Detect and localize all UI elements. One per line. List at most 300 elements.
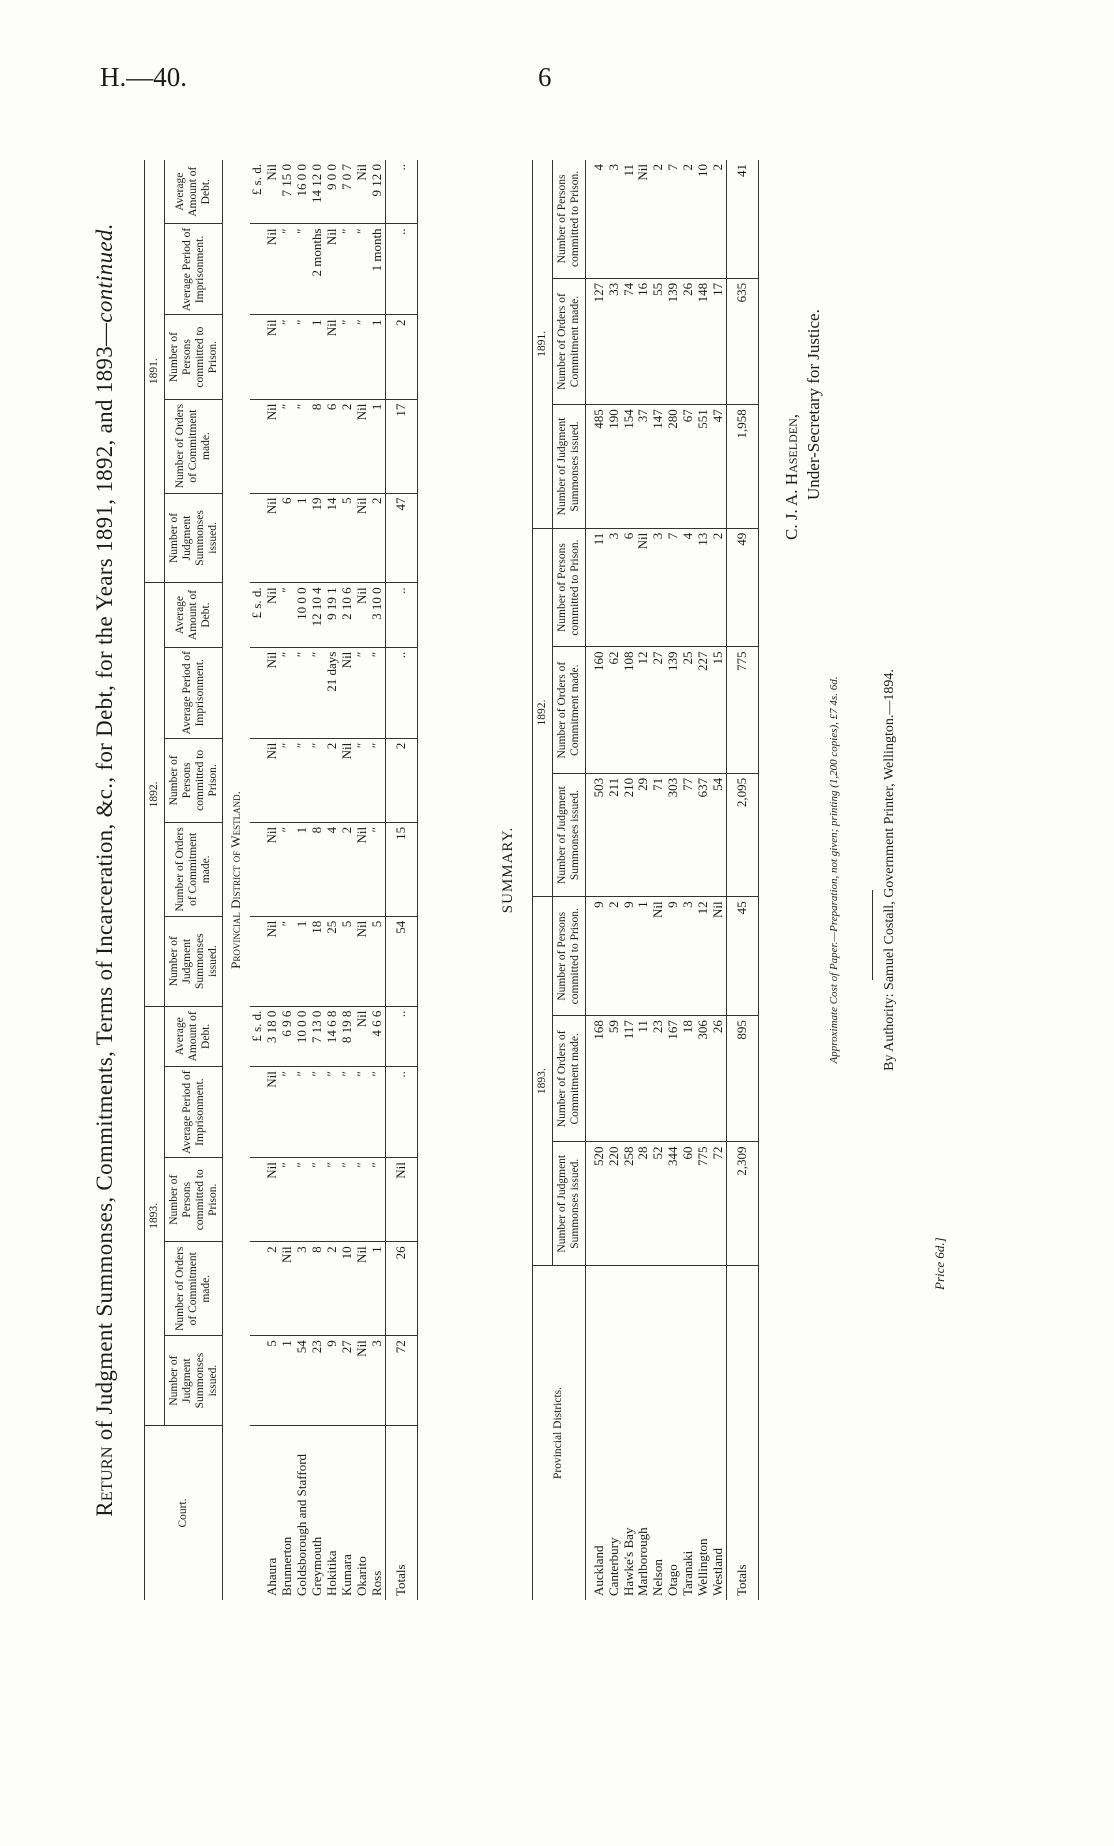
totals-cell: .. bbox=[385, 224, 417, 315]
column-header: Average Period of Imprisonment. bbox=[164, 647, 223, 738]
table-cell: ″ bbox=[355, 1067, 370, 1158]
table-cell: 7 15 0 bbox=[280, 160, 295, 224]
table-cell: 7 0 7 bbox=[340, 160, 355, 224]
column-header: Number of Persons committed to Prison. bbox=[552, 897, 585, 1016]
court-header: Court. bbox=[145, 1426, 223, 1601]
blank-cell bbox=[250, 822, 265, 916]
blank-cell bbox=[250, 1336, 265, 1426]
column-header: Average Period of Imprisonment. bbox=[164, 1067, 223, 1158]
totals-cell: .. bbox=[385, 1006, 417, 1067]
table-cell: 520 bbox=[585, 1142, 606, 1266]
title-lead: Return bbox=[92, 1446, 117, 1517]
table-row bbox=[295, 160, 310, 1600]
table-cell: 18 bbox=[310, 916, 325, 1006]
column-header: Average Amount of Debt. bbox=[164, 160, 223, 224]
table-cell: 8 bbox=[310, 1242, 325, 1336]
table-cell: 5 bbox=[370, 916, 385, 1006]
totals-cell: 635 bbox=[727, 278, 759, 404]
totals-cell: 2 bbox=[385, 315, 417, 399]
table-cell: ″ bbox=[340, 315, 355, 399]
year-header: 1891. bbox=[533, 160, 553, 528]
totals-row bbox=[727, 160, 759, 1600]
column-header: Number of Orders of Commitment made. bbox=[552, 1016, 585, 1142]
table-cell: 23 bbox=[310, 1336, 325, 1426]
table-cell: 4 bbox=[325, 822, 340, 916]
table-cell: 72 bbox=[711, 1142, 726, 1266]
column-header: Number of Judgment Summonses issued. bbox=[552, 1142, 585, 1266]
totals-cell: .. bbox=[385, 583, 417, 647]
table-row bbox=[681, 160, 696, 1600]
district-name: Marlborough bbox=[635, 1527, 651, 1596]
table-cell: ″ bbox=[370, 822, 385, 916]
table-cell: 3 18 0 bbox=[265, 1006, 280, 1067]
table-cell: ″ bbox=[310, 738, 325, 822]
table-cell: Nil bbox=[651, 897, 666, 1016]
table-cell: 74 bbox=[622, 278, 637, 404]
table-cell: 13 bbox=[696, 528, 711, 647]
year-header: 1893. bbox=[533, 897, 553, 1266]
table-cell: 7 13 0 bbox=[310, 1006, 325, 1067]
table-cell: 2 bbox=[711, 160, 726, 278]
table-cell: 25 bbox=[681, 647, 696, 773]
table-cell: 1 month bbox=[370, 224, 385, 315]
table-cell: ″ bbox=[295, 738, 310, 822]
table-cell: ″ bbox=[325, 1067, 340, 1158]
totals-label: Totals bbox=[727, 1266, 759, 1601]
table-cell: Nil bbox=[265, 738, 280, 822]
table-cell: ″ bbox=[370, 1158, 385, 1242]
column-header: Number of Orders of Commitment made. bbox=[164, 822, 223, 916]
table-cell: 59 bbox=[607, 1016, 622, 1142]
blank-cell bbox=[250, 399, 265, 493]
table-cell: 12 bbox=[696, 897, 711, 1016]
table-cell: 139 bbox=[666, 647, 681, 773]
table-cell: 8 bbox=[310, 399, 325, 493]
district-name: Nelson bbox=[650, 1559, 666, 1596]
table-row bbox=[340, 160, 355, 1600]
table-cell: 21 days bbox=[325, 647, 340, 738]
blank-cell bbox=[250, 916, 265, 1006]
blank-cell bbox=[250, 1067, 265, 1158]
table-cell: ″ bbox=[280, 647, 295, 738]
table-cell: Nil bbox=[355, 916, 370, 1006]
table-row bbox=[622, 160, 637, 1600]
table-cell: Nil bbox=[355, 822, 370, 916]
table-cell: 1 bbox=[370, 315, 385, 399]
table-cell: 10 0 0 bbox=[295, 583, 310, 647]
court-name: Okarito bbox=[353, 1556, 369, 1596]
table-cell: ″ bbox=[295, 315, 310, 399]
column-header: Average Period of Imprisonment. bbox=[164, 224, 223, 315]
table-cell: ″ bbox=[310, 647, 325, 738]
westland-courts-table bbox=[144, 160, 418, 1600]
table-cell: 2 bbox=[681, 160, 696, 278]
table-cell: ″ bbox=[355, 224, 370, 315]
table-cell: 15 bbox=[711, 647, 726, 773]
table-cell: ″ bbox=[295, 1158, 310, 1242]
table-cell: 7 bbox=[666, 528, 681, 647]
table-cell: ″ bbox=[370, 1067, 385, 1158]
table-cell: 60 bbox=[681, 1142, 696, 1266]
table-cell: 26 bbox=[711, 1016, 726, 1142]
table-cell: 5 bbox=[340, 493, 355, 583]
money-units-label: £ s. d. bbox=[250, 1006, 265, 1067]
blank-cell bbox=[250, 1426, 265, 1601]
table-cell: 14 12 0 bbox=[310, 160, 325, 224]
table-row bbox=[666, 160, 681, 1600]
table-cell: Nil bbox=[636, 160, 651, 278]
table-cell: 168 bbox=[585, 1016, 606, 1142]
totals-cell: 895 bbox=[727, 1016, 759, 1142]
title-continued: continued. bbox=[92, 223, 117, 323]
table-cell: 10 0 0 bbox=[295, 1006, 310, 1067]
price-note: Price 6d.] bbox=[932, 1237, 947, 1290]
table-cell: 55 bbox=[651, 278, 666, 404]
table-cell: 47 bbox=[711, 405, 726, 529]
table-cell: 14 6 8 bbox=[325, 1006, 340, 1067]
table-cell: 17 bbox=[711, 278, 726, 404]
table-cell: 2 bbox=[340, 822, 355, 916]
column-header: Number of Orders of Commitment made. bbox=[164, 399, 223, 493]
table-cell: ″ bbox=[340, 224, 355, 315]
table-cell: 227 bbox=[696, 647, 711, 773]
table-cell: 210 bbox=[622, 773, 637, 897]
table-cell: Nil bbox=[265, 1067, 280, 1158]
district-name: Auckland bbox=[590, 1545, 606, 1596]
table-cell: Nil bbox=[325, 315, 340, 399]
table-cell: ″ bbox=[280, 399, 295, 493]
table-row bbox=[355, 160, 370, 1600]
table-cell: ″ bbox=[355, 1158, 370, 1242]
table-cell: ″ bbox=[280, 224, 295, 315]
table-cell: Nil bbox=[340, 738, 355, 822]
totals-cell: 49 bbox=[727, 528, 759, 647]
totals-cell: 41 bbox=[727, 160, 759, 278]
blank-cell bbox=[250, 315, 265, 399]
table-cell: 3 bbox=[651, 528, 666, 647]
court-name: Brunnerton bbox=[279, 1536, 295, 1596]
summary-title: SUMMARY. bbox=[500, 826, 516, 914]
table-cell: 27 bbox=[651, 647, 666, 773]
table-cell: 29 bbox=[636, 773, 651, 897]
table-cell: 3 bbox=[607, 160, 622, 278]
blank-cell bbox=[250, 1158, 265, 1242]
court-name: Greymouth bbox=[309, 1536, 325, 1596]
table-cell: 1 bbox=[310, 315, 325, 399]
table-cell: Nil bbox=[265, 822, 280, 916]
table-cell: 9 19 1 bbox=[325, 583, 340, 647]
printer-authority: By Authority: Samuel Costall, Government Printer, Wellington.—1894. bbox=[882, 669, 897, 1071]
table-cell: ″ bbox=[280, 916, 295, 1006]
court-name: Goldsborough and Stafford bbox=[294, 1453, 310, 1596]
table-cell: 8 19 8 bbox=[340, 1006, 355, 1067]
totals-cell: 45 bbox=[727, 897, 759, 1016]
table-row bbox=[607, 160, 622, 1600]
table-row bbox=[325, 160, 340, 1600]
table-row bbox=[711, 160, 726, 1600]
table-cell: 2 bbox=[711, 528, 726, 647]
money-units-label: £ s. d. bbox=[250, 583, 265, 647]
table-cell: 19 bbox=[310, 493, 325, 583]
title-text: of Judgment Summonses, Commitments, Terms of Incarceration, &c., for Debt, for the Years 1891, 1892, and 1893— bbox=[92, 322, 117, 1447]
blank-cell bbox=[250, 1242, 265, 1336]
table-cell: 77 bbox=[681, 773, 696, 897]
table-cell: ″ bbox=[325, 1158, 340, 1242]
table-cell: 160 bbox=[585, 647, 606, 773]
table-cell: 54 bbox=[711, 773, 726, 897]
table-cell: 775 bbox=[696, 1142, 711, 1266]
table-cell: Nil bbox=[325, 224, 340, 315]
table-cell: Nil bbox=[355, 1242, 370, 1336]
table-cell: ″ bbox=[295, 1067, 310, 1158]
district-header: Provincial Districts. bbox=[533, 1266, 586, 1601]
cost-note: Approximate Cost of Paper.—Preparation, not given; printing (1,200 copies), £7 4s. 6d. bbox=[828, 676, 840, 1064]
table-cell: 2 bbox=[651, 160, 666, 278]
table-cell: 28 bbox=[636, 1142, 651, 1266]
table-cell: 25 bbox=[325, 916, 340, 1006]
table-cell: 52 bbox=[651, 1142, 666, 1266]
district-name: Taranaki bbox=[680, 1550, 696, 1596]
table-cell: 54 bbox=[295, 1336, 310, 1426]
table-cell: 6 bbox=[622, 528, 637, 647]
table-cell: ″ bbox=[280, 315, 295, 399]
totals-cell: 2 bbox=[385, 738, 417, 822]
table-row bbox=[370, 160, 385, 1600]
column-header: Number of Judgment Summonses issued. bbox=[164, 1336, 223, 1426]
signatory-title: Under-Secretary for Justice. bbox=[804, 309, 823, 500]
table-cell: ″ bbox=[295, 399, 310, 493]
district-name: Otago bbox=[665, 1564, 681, 1596]
totals-cell: 47 bbox=[385, 493, 417, 583]
table-cell: 27 bbox=[340, 1336, 355, 1426]
table-row bbox=[651, 160, 666, 1600]
table-cell: ″ bbox=[280, 822, 295, 916]
column-header: Number of Judgment Summonses issued. bbox=[552, 773, 585, 897]
blank-cell bbox=[250, 647, 265, 738]
court-name: Kumara bbox=[338, 1554, 354, 1596]
column-header: Average Amount of Debt. bbox=[164, 583, 223, 647]
money-units-label: £ s. d. bbox=[250, 160, 265, 224]
column-header: Number of Persons committed to Prison. bbox=[552, 528, 585, 647]
table-cell: 18 bbox=[681, 1016, 696, 1142]
totals-cell: .. bbox=[385, 160, 417, 224]
table-row bbox=[265, 160, 280, 1600]
table-cell: 2 10 6 bbox=[340, 583, 355, 647]
blank-cell bbox=[250, 738, 265, 822]
page-number: 6 bbox=[538, 62, 552, 92]
court-name: Ahaura bbox=[264, 1557, 280, 1596]
table-cell: 2 bbox=[265, 1242, 280, 1336]
table-cell: 11 bbox=[585, 528, 606, 647]
table-cell: 1 bbox=[636, 897, 651, 1016]
column-header: Number of Orders of Commitment made. bbox=[164, 1242, 223, 1336]
table-cell: ″ bbox=[280, 1158, 295, 1242]
table-cell: ″ bbox=[280, 738, 295, 822]
table-cell: ″ bbox=[280, 583, 295, 647]
table-cell: 11 bbox=[622, 160, 637, 278]
table-cell: Nil bbox=[265, 315, 280, 399]
table-cell: 167 bbox=[666, 1016, 681, 1142]
table-cell: Nil bbox=[355, 399, 370, 493]
table-cell: 16 bbox=[636, 278, 651, 404]
report-code: H.—40. bbox=[100, 62, 187, 92]
table-cell: 3 bbox=[295, 1242, 310, 1336]
table-cell: 1 bbox=[370, 1242, 385, 1336]
column-header: Number of Judgment Summonses issued. bbox=[552, 405, 585, 529]
table-cell: Nil bbox=[265, 647, 280, 738]
table-cell: 6 bbox=[325, 399, 340, 493]
table-cell: 16 0 0 bbox=[295, 160, 310, 224]
year-header: 1893. bbox=[145, 1006, 165, 1425]
district-name: Westland bbox=[710, 1547, 726, 1596]
table-cell: 4 bbox=[681, 528, 696, 647]
table-cell: 23 bbox=[651, 1016, 666, 1142]
table-cell: ″ bbox=[295, 647, 310, 738]
totals-cell: .. bbox=[385, 647, 417, 738]
table-cell: 108 bbox=[622, 647, 637, 773]
table-cell: ″ bbox=[310, 1158, 325, 1242]
signatory-name: C. J. A. Haselden, bbox=[782, 414, 801, 540]
table-cell: 1 bbox=[280, 1336, 295, 1426]
totals-cell: 2,095 bbox=[727, 773, 759, 897]
table-cell: 4 6 6 bbox=[370, 1006, 385, 1067]
table-cell: 3 10 0 bbox=[370, 583, 385, 647]
table-cell: ″ bbox=[310, 1067, 325, 1158]
table-cell: 11 bbox=[636, 1016, 651, 1142]
table-cell: 9 bbox=[666, 897, 681, 1016]
table-cell: 117 bbox=[622, 1016, 637, 1142]
table-cell: 9 bbox=[585, 897, 606, 1016]
table-cell: 4 bbox=[585, 160, 606, 278]
table-cell: 280 bbox=[666, 405, 681, 529]
table-cell: 9 12 0 bbox=[370, 160, 385, 224]
table-cell: 14 bbox=[325, 493, 340, 583]
table-cell: ″ bbox=[280, 1067, 295, 1158]
court-name: Hokitika bbox=[324, 1550, 339, 1596]
table-cell: 344 bbox=[666, 1142, 681, 1266]
blank-cell bbox=[250, 493, 265, 583]
table-cell: Nil bbox=[265, 916, 280, 1006]
table-cell: 1 bbox=[295, 916, 310, 1006]
table-cell: 1 bbox=[295, 493, 310, 583]
court-name: Ross bbox=[368, 1570, 384, 1596]
table-row bbox=[310, 160, 325, 1600]
table-cell: Nil bbox=[265, 493, 280, 583]
table-cell: Nil bbox=[265, 224, 280, 315]
return-title bbox=[92, 120, 118, 1620]
table-cell: 2 bbox=[325, 1242, 340, 1336]
district-name: Wellington bbox=[695, 1538, 711, 1596]
table-cell: Nil bbox=[265, 160, 280, 224]
table-cell: ″ bbox=[340, 1158, 355, 1242]
table-cell: 9 0 0 bbox=[325, 160, 340, 224]
table-cell: 148 bbox=[696, 278, 711, 404]
table-cell: 6 9 6 bbox=[280, 1006, 295, 1067]
table-row bbox=[636, 160, 651, 1600]
table-cell: Nil bbox=[355, 160, 370, 224]
table-cell: ″ bbox=[355, 738, 370, 822]
table-cell: 8 bbox=[310, 822, 325, 916]
table-cell: 2 months bbox=[310, 224, 325, 315]
table-cell: 62 bbox=[607, 647, 622, 773]
table-cell: Nil bbox=[355, 1336, 370, 1426]
table-row bbox=[585, 160, 606, 1600]
table-cell: 5 bbox=[265, 1336, 280, 1426]
table-cell: 503 bbox=[585, 773, 606, 897]
table-cell: 6 bbox=[280, 493, 295, 583]
table-cell: Nil bbox=[711, 897, 726, 1016]
totals-row bbox=[385, 160, 417, 1600]
table-cell: 7 bbox=[666, 160, 681, 278]
column-header: Number of Persons committed to Prison. bbox=[164, 1158, 223, 1242]
table-cell: 2 bbox=[325, 738, 340, 822]
table-cell: 9 bbox=[325, 1336, 340, 1426]
table-cell: 37 bbox=[636, 405, 651, 529]
year-header: 1892. bbox=[533, 528, 553, 897]
table-cell: Nil bbox=[265, 399, 280, 493]
table-cell: 147 bbox=[651, 405, 666, 529]
table-cell: 3 bbox=[607, 528, 622, 647]
table-cell: 2 bbox=[607, 897, 622, 1016]
table-cell: 303 bbox=[666, 773, 681, 897]
table-cell: 306 bbox=[696, 1016, 711, 1142]
table-row bbox=[696, 160, 711, 1600]
table-cell: ″ bbox=[355, 647, 370, 738]
table-cell: 9 bbox=[622, 897, 637, 1016]
district-name: Hawke's Bay bbox=[620, 1527, 636, 1596]
table-cell: 1 bbox=[370, 399, 385, 493]
blank-cell bbox=[250, 224, 265, 315]
column-header: Number of Persons committed to Prison. bbox=[164, 315, 223, 399]
column-header: Number of Orders of Commitment made. bbox=[552, 278, 585, 404]
table-cell: Nil bbox=[355, 1006, 370, 1067]
table-cell: 3 bbox=[370, 1336, 385, 1426]
column-header: Number of Persons committed to Prison. bbox=[164, 738, 223, 822]
table-cell: 12 10 4 bbox=[310, 583, 325, 647]
table-cell: 67 bbox=[681, 405, 696, 529]
summary-table bbox=[532, 160, 759, 1600]
table-cell: Nil bbox=[280, 1242, 295, 1336]
table-cell: 2 bbox=[370, 493, 385, 583]
table-cell: 190 bbox=[607, 405, 622, 529]
totals-cell: 26 bbox=[385, 1242, 417, 1336]
totals-cell: 72 bbox=[385, 1336, 417, 1426]
table-cell: 2 bbox=[340, 399, 355, 493]
table-cell: 3 bbox=[681, 897, 696, 1016]
table-cell: Nil bbox=[265, 1158, 280, 1242]
column-header: Number of Orders of Commitment made. bbox=[552, 647, 585, 773]
totals-cell: 775 bbox=[727, 647, 759, 773]
table-cell: ″ bbox=[340, 1067, 355, 1158]
table-cell: 1 bbox=[295, 822, 310, 916]
table-cell: 5 bbox=[340, 916, 355, 1006]
table-cell: 637 bbox=[696, 773, 711, 897]
table-cell: ″ bbox=[355, 315, 370, 399]
totals-cell: Nil bbox=[385, 1158, 417, 1242]
column-header: Number of Judgment Summonses issued. bbox=[164, 493, 223, 583]
table-cell: 154 bbox=[622, 405, 637, 529]
table-cell: 71 bbox=[651, 773, 666, 897]
table-cell: Nil bbox=[355, 493, 370, 583]
table-cell: 10 bbox=[340, 1242, 355, 1336]
table-cell: 33 bbox=[607, 278, 622, 404]
table-cell: Nil bbox=[340, 647, 355, 738]
column-header: Number of Judgment Summonses issued. bbox=[164, 916, 223, 1006]
column-header: Average Amount of Debt. bbox=[164, 1006, 223, 1067]
totals-label: Totals bbox=[385, 1426, 417, 1601]
table-cell: 127 bbox=[585, 278, 606, 404]
table-cell: 551 bbox=[696, 405, 711, 529]
